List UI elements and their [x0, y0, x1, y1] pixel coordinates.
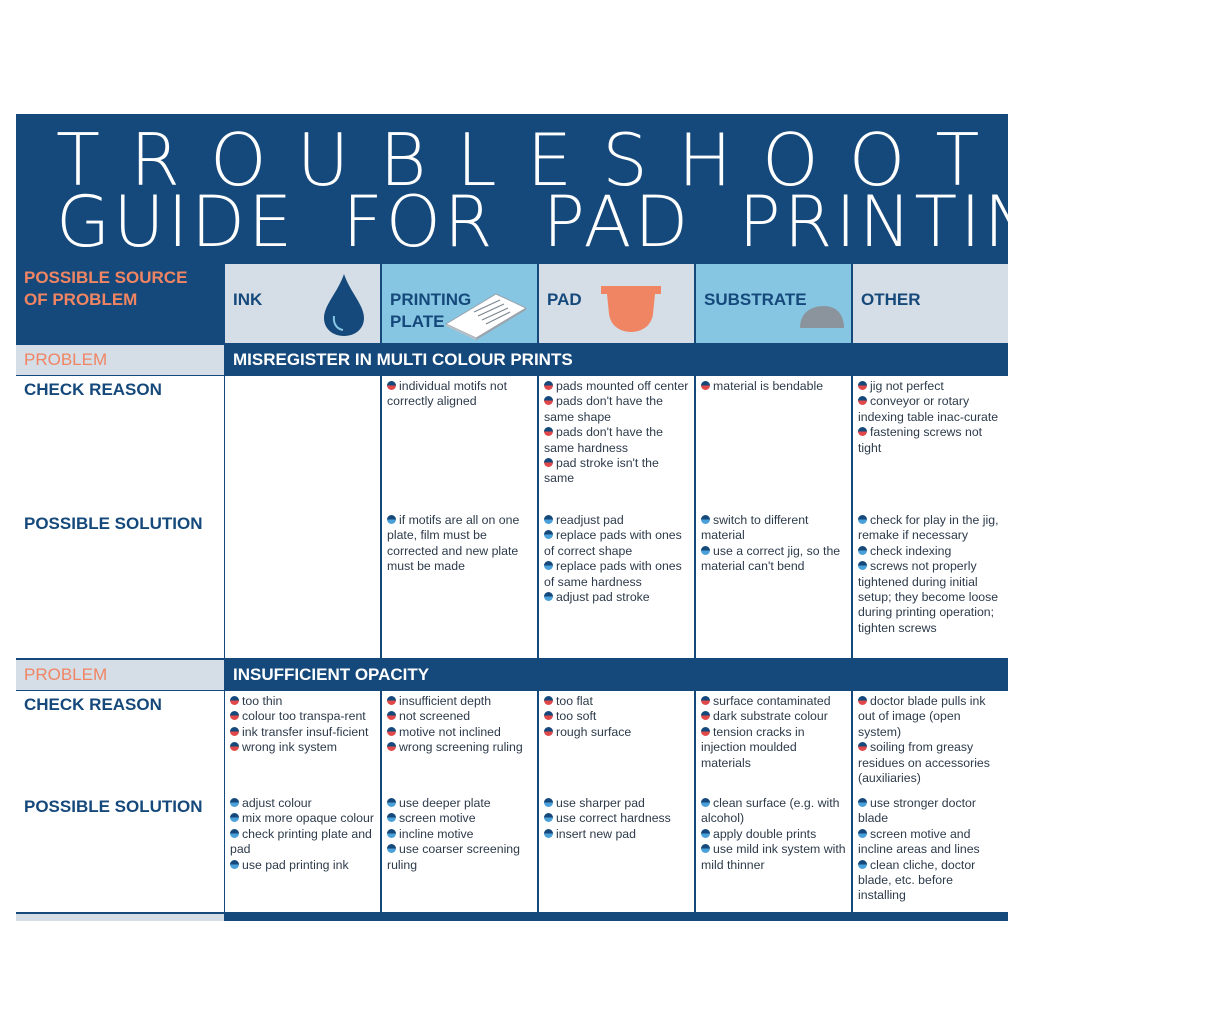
- reason-bullet-icon: [858, 696, 867, 705]
- reason-bullet-icon: [544, 727, 553, 736]
- solution-cell-substrate: [696, 793, 851, 912]
- list-item: [701, 513, 847, 544]
- list-item-text: jig not perfect: [870, 379, 944, 393]
- problem-label: PROBLEM: [16, 345, 224, 375]
- column-header-label: PAD: [547, 290, 582, 309]
- reason-bullet-icon: [858, 742, 867, 751]
- reason-list: [853, 376, 1008, 456]
- column-header-label: PRINTING PLATE: [390, 290, 472, 331]
- list-item-text: use mild ink system with mild thinner: [701, 842, 846, 872]
- list-item: [858, 559, 1004, 636]
- solution-bullet-icon: [387, 515, 396, 524]
- list-item: [858, 827, 1004, 858]
- reason-list: [382, 691, 537, 756]
- solution-list: [696, 793, 851, 873]
- list-item-text: pads mounted off center: [556, 379, 689, 393]
- reason-bullet-icon: [701, 711, 710, 720]
- list-item-text: use correct hardness: [556, 811, 671, 826]
- solution-list: [853, 510, 1008, 636]
- list-item-text: clean cliche, doctor blade, etc. before installing: [858, 857, 976, 903]
- reason-bullet-icon: [387, 696, 396, 705]
- list-item-text: fastening screws not tight: [858, 425, 983, 455]
- list-item: [701, 379, 847, 394]
- column-header-printing-plate: [382, 264, 537, 343]
- reason-cell-substrate: [696, 691, 851, 793]
- solution-bullet-icon: [701, 829, 710, 838]
- list-item-text: ink transfer insuf-ficient: [242, 724, 369, 739]
- reason-bullet-icon: [544, 381, 553, 390]
- list-item: [544, 379, 690, 394]
- list-item-text: pads don't have the same hardness: [544, 425, 663, 455]
- list-item-text: mix more opaque colour: [242, 811, 374, 826]
- reason-cell-ink: [225, 691, 380, 793]
- list-item: [701, 694, 847, 709]
- solution-bullet-icon: [387, 829, 396, 838]
- title-line-1: TROUBLESHOOTING: [56, 118, 1230, 202]
- reason-bullet-icon: [544, 696, 553, 705]
- problem-label: PROBLEM: [16, 660, 224, 690]
- solution-bullet-icon: [701, 546, 710, 555]
- list-item: [544, 425, 690, 456]
- list-item-text: individual motifs not correctly aligned: [387, 379, 507, 409]
- list-item-text: too thin: [242, 694, 283, 708]
- reason-list: [539, 376, 694, 487]
- list-item-text: replace pads with ones of correct shape: [544, 528, 682, 558]
- list-item: [544, 796, 690, 811]
- list-item-text: adjust pad stroke: [556, 590, 650, 605]
- list-item: [701, 544, 847, 575]
- list-item: [858, 394, 1004, 425]
- reason-bullet-icon: [544, 458, 553, 467]
- list-item: [858, 740, 1004, 786]
- page-title: [16, 114, 1230, 264]
- reason-bullet-icon: [230, 727, 239, 736]
- list-item-text: dark substrate colour: [713, 709, 828, 724]
- list-item: [544, 827, 690, 842]
- list-item: [858, 796, 1004, 827]
- reason-bullet-icon: [387, 727, 396, 736]
- solution-bullet-icon: [858, 860, 867, 869]
- printing-plate-icon: [444, 290, 528, 340]
- reason-cell-substrate: [696, 376, 851, 510]
- solution-bullet-icon: [544, 530, 553, 539]
- list-item: [701, 796, 847, 827]
- solution-cell-other: [853, 793, 1008, 912]
- solution-bullet-icon: [387, 798, 396, 807]
- reason-cell-other: [853, 376, 1008, 510]
- solution-bullet-icon: [230, 829, 239, 838]
- solution-list: [382, 510, 537, 575]
- solution-bullet-icon: [701, 844, 710, 853]
- reason-cell-other: [853, 691, 1008, 793]
- reason-cell-pad: [539, 691, 694, 793]
- list-item-text: rough surface: [556, 724, 632, 739]
- list-item-text: pads don't have the same shape: [544, 394, 663, 424]
- list-item: [858, 858, 1004, 904]
- solution-cell-pad: [539, 510, 694, 658]
- column-header-label: OTHER: [861, 290, 921, 309]
- column-header-other: [853, 264, 1008, 343]
- next-problem-label-stub: [16, 914, 224, 921]
- list-item-text: surface contaminated: [713, 694, 831, 708]
- solution-bullet-icon: [858, 546, 867, 555]
- reason-bullet-icon: [387, 381, 396, 390]
- list-item-text: soiling from greasy residues on accessories (auxiliaries): [858, 740, 990, 786]
- solution-cell-printing-plate: [382, 793, 537, 912]
- problem-title: MISREGISTER IN MULTI COLOUR PRINTS: [233, 350, 573, 369]
- list-item: [858, 425, 1004, 456]
- list-item-text: material is bendable: [713, 379, 824, 393]
- check-reason-label: CHECK REASON: [16, 691, 224, 793]
- list-item: [230, 827, 376, 858]
- list-item: [701, 709, 847, 724]
- list-item: [544, 694, 690, 709]
- list-item-text: wrong ink system: [242, 740, 337, 755]
- reason-bullet-icon: [387, 742, 396, 751]
- solution-bullet-icon: [387, 813, 396, 822]
- reason-list: [853, 691, 1008, 786]
- list-item-text: conveyor or rotary indexing table inac-curate: [858, 394, 999, 424]
- possible-solution-label: POSSIBLE SOLUTION: [16, 510, 224, 658]
- reason-cell-ink: [225, 376, 380, 510]
- reason-bullet-icon: [230, 711, 239, 720]
- list-item-text: motive not inclined: [399, 724, 501, 739]
- list-item: [387, 827, 533, 842]
- title-line-2: GUIDE FOR PAD PRINTING: [56, 181, 1097, 263]
- reason-bullet-icon: [701, 381, 710, 390]
- possible-solution-label: POSSIBLE SOLUTION: [16, 793, 224, 912]
- solution-cell-substrate: [696, 510, 851, 658]
- ink-drop-icon: [321, 272, 367, 338]
- reason-bullet-icon: [544, 396, 553, 405]
- reason-bullet-icon: [544, 427, 553, 436]
- list-item: [230, 725, 376, 740]
- list-item: [230, 811, 376, 826]
- list-item-text: use deeper plate: [399, 796, 491, 810]
- list-item: [387, 513, 533, 575]
- list-item: [230, 796, 376, 811]
- reason-bullet-icon: [858, 381, 867, 390]
- solution-bullet-icon: [544, 515, 553, 524]
- list-item: [387, 709, 533, 724]
- list-item-text: clean surface (e.g. with alcohol): [701, 796, 840, 826]
- solution-cell-pad: [539, 793, 694, 912]
- solution-bullet-icon: [858, 561, 867, 570]
- list-item-text: use sharper pad: [556, 796, 645, 810]
- list-item-text: screen motive: [399, 811, 476, 826]
- list-item-text: insert new pad: [556, 826, 636, 841]
- list-item: [544, 709, 690, 724]
- list-item-text: wrong screening ruling: [399, 740, 523, 755]
- list-item: [230, 740, 376, 755]
- source-label: POSSIBLE SOURCE OF PROBLEM: [24, 268, 188, 309]
- solution-bullet-icon: [230, 798, 239, 807]
- list-item: [858, 379, 1004, 394]
- reason-bullet-icon: [701, 696, 710, 705]
- list-item: [544, 590, 690, 605]
- reason-list: [696, 691, 851, 771]
- list-item-text: screen motive and incline areas and lines: [858, 826, 980, 857]
- list-item-text: check indexing: [870, 543, 952, 558]
- problem-title: INSUFFICIENT OPACITY: [233, 665, 430, 684]
- reason-list: [225, 376, 380, 379]
- list-item-text: use stronger doctor blade: [858, 796, 976, 826]
- list-item-text: doctor blade pulls ink out of image (open system): [858, 694, 986, 739]
- solution-bullet-icon: [544, 813, 553, 822]
- solution-list: [225, 793, 380, 873]
- substrate-dome-icon: [798, 304, 846, 330]
- solution-bullet-icon: [544, 592, 553, 601]
- list-item-text: tension cracks in injection moulded materials: [701, 724, 805, 770]
- reason-list: [382, 376, 537, 410]
- solution-cell-ink: [225, 793, 380, 912]
- list-item: [544, 394, 690, 425]
- column-header-ink: [225, 264, 380, 343]
- solution-list: [382, 793, 537, 873]
- solution-list: [539, 510, 694, 605]
- reason-bullet-icon: [387, 711, 396, 720]
- list-item-text: too soft: [556, 709, 597, 724]
- troubleshooting-guide: [16, 114, 1230, 921]
- solution-bullet-icon: [387, 844, 396, 853]
- reason-bullet-icon: [230, 696, 239, 705]
- list-item: [387, 796, 533, 811]
- list-item-text: too flat: [556, 694, 593, 708]
- list-item-text: incline motive: [399, 826, 474, 841]
- reason-cell-pad: [539, 376, 694, 510]
- solution-cell-other: [853, 510, 1008, 658]
- list-item-text: screws not properly tightened during initial setup; they become loose during printing operation; tighten screws: [858, 559, 999, 635]
- list-item: [544, 725, 690, 740]
- list-item: [701, 842, 847, 873]
- solution-cell-ink: [225, 510, 380, 658]
- list-item: [230, 709, 376, 724]
- list-item-text: not screened: [399, 709, 471, 724]
- reason-bullet-icon: [230, 742, 239, 751]
- column-header-label: INK: [233, 290, 263, 309]
- reason-cell-printing-plate: [382, 376, 537, 510]
- list-item: [544, 513, 690, 528]
- list-item-text: adjust colour: [242, 796, 312, 810]
- reason-list: [539, 691, 694, 740]
- solution-bullet-icon: [230, 860, 239, 869]
- solution-cell-printing-plate: [382, 510, 537, 658]
- solution-list: [853, 793, 1008, 904]
- list-item: [387, 694, 533, 709]
- reason-list: [225, 691, 380, 756]
- list-item: [230, 694, 376, 709]
- list-item: [387, 842, 533, 873]
- list-item-text: use a correct jig, so the material can't bend: [701, 543, 841, 574]
- column-header-substrate: [696, 264, 851, 343]
- list-item-text: insufficient depth: [399, 694, 492, 708]
- list-item-text: pad stroke isn't the same: [544, 456, 659, 486]
- list-item: [858, 544, 1004, 559]
- reason-bullet-icon: [544, 711, 553, 720]
- column-header-pad: [539, 264, 694, 343]
- list-item-text: readjust pad: [556, 513, 624, 527]
- list-item: [544, 456, 690, 487]
- list-item: [701, 827, 847, 842]
- list-item-text: replace pads with ones of same hardness: [544, 559, 682, 589]
- list-item: [387, 725, 533, 740]
- check-reason-label: CHECK REASON: [16, 376, 224, 510]
- list-item-text: switch to different material: [701, 513, 809, 543]
- solution-bullet-icon: [701, 515, 710, 524]
- reason-cell-printing-plate: [382, 691, 537, 793]
- list-item: [230, 858, 376, 873]
- list-item: [544, 528, 690, 559]
- reason-list: [696, 376, 851, 394]
- reason-bullet-icon: [858, 427, 867, 436]
- solution-bullet-icon: [544, 561, 553, 570]
- list-item: [544, 811, 690, 826]
- list-item-text: apply double prints: [713, 826, 817, 841]
- list-item-text: use coarser screening ruling: [387, 842, 520, 872]
- list-item-text: use pad printing ink: [242, 857, 349, 872]
- list-item: [387, 740, 533, 755]
- solution-list: [539, 793, 694, 842]
- list-item: [387, 379, 533, 410]
- pad-icon: [599, 284, 663, 334]
- solution-bullet-icon: [858, 798, 867, 807]
- solution-bullet-icon: [701, 798, 710, 807]
- list-item: [858, 513, 1004, 544]
- list-item: [387, 811, 533, 826]
- list-item-text: colour too transpa-rent: [242, 709, 366, 724]
- list-item-text: if motifs are all on one plate, film must be corrected and new plate must be made: [387, 513, 520, 574]
- solution-list: [225, 510, 380, 513]
- list-item: [858, 694, 1004, 740]
- solution-bullet-icon: [544, 798, 553, 807]
- solution-bullet-icon: [544, 829, 553, 838]
- solution-bullet-icon: [858, 829, 867, 838]
- solution-bullet-icon: [858, 515, 867, 524]
- list-item: [701, 725, 847, 771]
- reason-bullet-icon: [701, 727, 710, 736]
- list-item-text: check for play in the jig, remake if necessary: [858, 513, 999, 543]
- column-header-label: SUBSTRATE: [704, 290, 807, 309]
- list-item: [544, 559, 690, 590]
- list-item-text: check printing plate and pad: [230, 826, 372, 857]
- reason-bullet-icon: [858, 396, 867, 405]
- solution-bullet-icon: [230, 813, 239, 822]
- solution-list: [696, 510, 851, 575]
